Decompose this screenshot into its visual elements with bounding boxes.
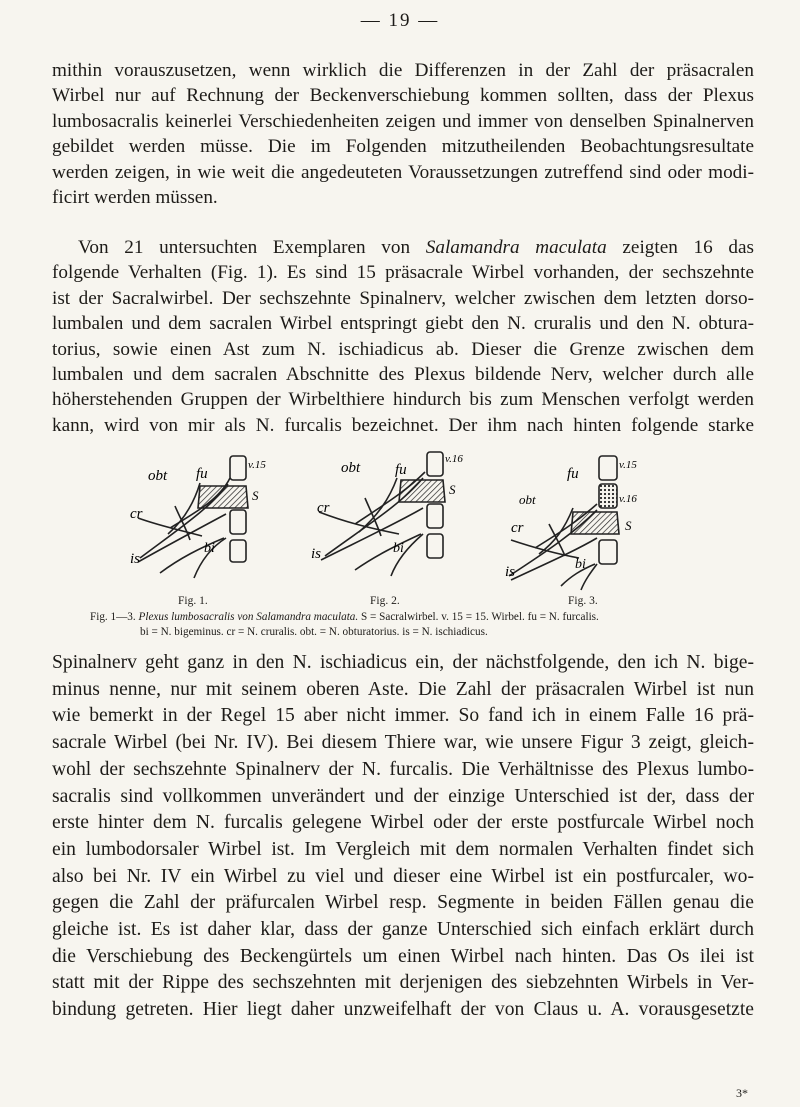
label-bi: bi xyxy=(575,557,586,572)
text-line: also bei Nr. IV ein Wirbel zu viel und dieser eine Wirbel ist ein postfurcaler, wo- xyxy=(52,865,754,887)
text-line: bindung getreten. Hier liegt daher unzweifelhaft der von Claus u. A. vorausgesetzte xyxy=(52,999,754,1021)
label-cr: cr xyxy=(511,520,524,536)
text-line: statt mit der Rippe des sechszehnten mit derjenigen des siebzehnten Wirbels in Ver- xyxy=(52,972,754,994)
text-line: höherstehenden Gruppen der Wirbelthiere hindurch bis zum Menschen verfolgt werden xyxy=(52,389,754,411)
signature-mark: 3* xyxy=(736,1086,748,1100)
text-segment: Von 21 untersuchten Exemplaren von xyxy=(78,237,411,258)
text-line: Spinalnerv geht ganz in den N. ischiadicus ein, der nächstfolgende, den ich N. bige- xyxy=(52,652,754,673)
caption-legend: S = Sacralwirbel. v. 15 = 15. Wirbel. fu = N. furcalis. xyxy=(361,611,599,623)
text-line: lumbalen und dem sacralen Abschnitte des Plexus bildende Nerv, welcher durch alle xyxy=(52,364,754,386)
text-line xyxy=(52,235,754,260)
text-line: wohl der sechszehnte Spinalnerv der N. furcalis. Die Verhältnisse des Plexus lumbo- xyxy=(52,758,754,780)
label-sacral: S xyxy=(252,488,259,503)
text-line: erste hinter dem N. furcalis gelegene Wirbel oder der erste postfurcale Wirbel noch xyxy=(52,812,754,834)
text-line: lumbalen und dem sacralen Wirbel entspringt giebt den N. cruralis und den N. obtura- xyxy=(52,313,754,335)
label-cr: cr xyxy=(130,506,143,522)
figure-1 xyxy=(130,448,300,593)
page-number: — 19 — xyxy=(360,10,440,31)
text-line: werden zeigen, in wie weit die angedeuteten Voraussetzungen zutreffend sind oder modi- xyxy=(52,161,754,183)
label-cr: cr xyxy=(317,500,330,516)
figure-3-label: Fig. 3. xyxy=(568,595,598,607)
text-line: lumbosacralis keinerlei Verschiedenheiten zeigen und immer von denselben Spinalnerven xyxy=(52,110,754,132)
label-is: is xyxy=(130,551,141,567)
plexus-diagram-3 xyxy=(495,448,665,593)
label-fu: fu xyxy=(567,466,579,482)
text-line: torius, sowie einen Ast zum N. ischiadicus ab. Dieser die Grenze zwischen dem xyxy=(52,338,754,360)
figure-labels xyxy=(0,595,800,609)
text-line: Wirbel nur auf Rechnung der Beckenverschiebung kommen sollten, dass der Plexus xyxy=(52,85,754,107)
text-line: sacrale Wirbel (bei Nr. IV). Bei diesem Thiere war, wie unsere Figur 3 zeigt, gleich- xyxy=(52,732,754,754)
text-line: ist der Sacralwirbel. Der sechszehnte Spinalnerv, welcher zwischen dem letzten dorso- xyxy=(52,287,754,309)
figure-1-label: Fig. 1. xyxy=(178,595,208,607)
label-bi: bi xyxy=(204,541,215,556)
text-line: sacralis sind vollkommen unverändert und der einzige Unterschied ist der, dass der xyxy=(52,785,754,807)
text-line: die Verschiebung des Beckengürtels um einen Wirbel nach hinten. Das Os ilei ist xyxy=(52,945,754,967)
label-vertebra-2: v.16 xyxy=(619,493,637,505)
label-is: is xyxy=(505,564,516,580)
label-obt: obt xyxy=(148,468,168,484)
text-line: gegen die Zahl der präfurcalen Wirbel resp. Segmente in beiden Fällen genau die xyxy=(52,892,754,914)
label-bi: bi xyxy=(393,541,404,556)
text-line: mithin vorauszusetzen, wenn wirklich die Differenzen in der Zahl der präsacralen xyxy=(52,60,754,81)
paragraph-1 xyxy=(52,58,754,210)
label-sacral: S xyxy=(449,482,456,497)
label-vertebra: v.15 xyxy=(619,459,637,471)
figure-caption-line-1 xyxy=(90,610,710,625)
caption-title: Plexus lumbosacralis von Salamandra maculata. xyxy=(138,611,359,623)
label-obt: obt xyxy=(341,460,361,476)
text-line: folgende Verhalten (Fig. 1). Es sind 15 präsacrale Wirbel vorhanden, der sechszehnte xyxy=(52,262,754,284)
text-line: minus nenne, nur mit seinem oberen Aste. Die Zahl der präsacralen Wirbel ist nun xyxy=(52,678,754,700)
label-obt: obt xyxy=(519,492,536,507)
label-sacral: S xyxy=(625,518,632,533)
species-name: Salamandra maculata xyxy=(425,237,607,258)
paragraph-2 xyxy=(52,235,754,438)
figure-caption-line-2: bi = N. bigeminus. cr = N. cruralis. obt. = N. obturatorius. is = N. ischiadicus. xyxy=(140,626,488,638)
text-line: wie bemerkt in der Regel 15 aber nicht immer. So fand ich in einem Falle 16 prä- xyxy=(52,705,754,727)
plexus-diagram-2 xyxy=(305,448,475,593)
text-segment: zeigten 16 das xyxy=(622,237,754,258)
text-line: kann, wird von mir als N. furcalis bezeichnet. Der ihm nach hinten folgende starke xyxy=(52,414,754,436)
figure-2-label: Fig. 2. xyxy=(370,595,400,607)
label-fu: fu xyxy=(395,462,407,478)
text-line: gleiche ist. Es ist daher klar, dass der ganze Unterschied sich einfach erklärt durch xyxy=(52,919,754,941)
text-line: ficirt werden müssen. xyxy=(52,187,218,209)
plexus-figures xyxy=(130,448,670,593)
plexus-diagram-1 xyxy=(130,448,300,593)
text-line: gebildet werden müsse. Die im Folgenden mitzutheilenden Beobachtungsresultate xyxy=(52,136,754,158)
figure-3 xyxy=(495,448,665,593)
label-is: is xyxy=(311,546,322,562)
caption-prefix: Fig. 1—3. xyxy=(90,611,136,623)
label-vertebra: v.16 xyxy=(445,453,463,465)
label-fu: fu xyxy=(196,466,208,482)
figure-2 xyxy=(305,448,475,593)
text-line: ein lumbodorsaler Wirbel ist. Im Vergleich mit dem normalen Verhalten findet sich xyxy=(52,838,754,860)
paragraph-3 xyxy=(52,650,754,1024)
label-vertebra: v.15 xyxy=(248,459,266,471)
